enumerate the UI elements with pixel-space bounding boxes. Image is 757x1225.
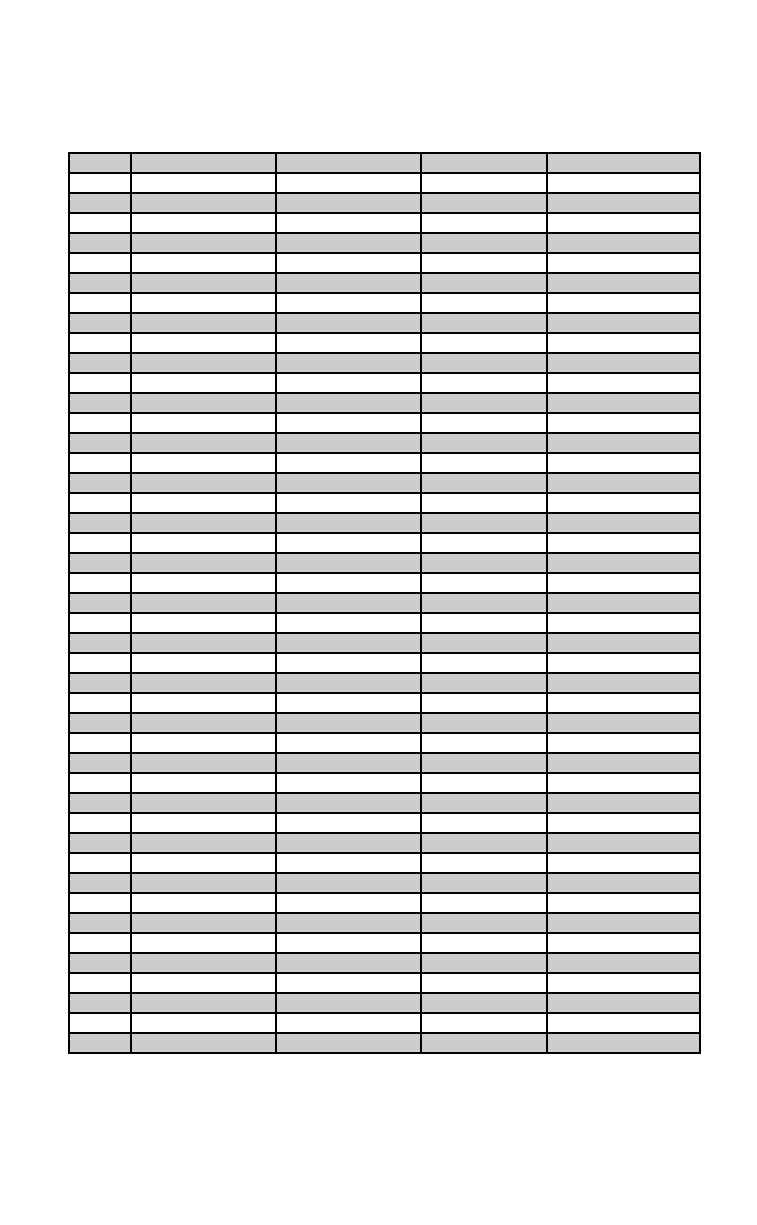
table-cell [276,593,421,613]
table-cell [547,713,700,733]
table-cell [547,873,700,893]
table-row [69,313,700,333]
table-cell [547,453,700,473]
table-row [69,493,700,513]
table-cell [69,1033,131,1053]
table-cell [276,513,421,533]
table-cell [421,1013,547,1033]
table-cell [421,313,547,333]
table-row [69,253,700,273]
table-cell [421,273,547,293]
table-cell [421,653,547,673]
table-cell [547,493,700,513]
table-cell [421,193,547,213]
table-row [69,413,700,433]
table-row [69,653,700,673]
table-row [69,593,700,613]
table-cell [276,153,421,173]
table-cell [131,513,276,533]
table-cell [69,893,131,913]
table-cell [421,213,547,233]
table-cell [276,813,421,833]
table-cell [547,733,700,753]
table-cell [69,193,131,213]
table-cell [131,973,276,993]
table-row [69,433,700,453]
table-cell [131,673,276,693]
table-cell [276,853,421,873]
table-cell [421,573,547,593]
table-row [69,213,700,233]
table-cell [547,913,700,933]
table-cell [69,493,131,513]
table-row [69,153,700,173]
table-cell [421,913,547,933]
table-cell [547,993,700,1013]
table-row [69,733,700,753]
table-cell [421,253,547,273]
table-cell [131,693,276,713]
table-cell [547,513,700,533]
table-cell [276,493,421,513]
table-cell [131,453,276,473]
table-row [69,813,700,833]
table-cell [421,353,547,373]
table-cell [69,253,131,273]
table-cell [276,753,421,773]
table-cell [276,873,421,893]
table-cell [69,913,131,933]
table-cell [421,373,547,393]
table-row [69,693,700,713]
table-cell [547,613,700,633]
table-cell [276,1013,421,1033]
table-cell [547,633,700,653]
table-cell [276,273,421,293]
table-cell [69,653,131,673]
table-cell [131,173,276,193]
table-cell [276,333,421,353]
table-cell [131,813,276,833]
table-cell [547,933,700,953]
table-cell [69,933,131,953]
table-row [69,393,700,413]
table-cell [131,373,276,393]
table-cell [131,1013,276,1033]
table-cell [69,293,131,313]
table-cell [547,173,700,193]
table-row [69,713,700,733]
table-cell [276,833,421,853]
table-row [69,453,700,473]
table-cell [421,753,547,773]
table-cell [69,833,131,853]
table-row [69,873,700,893]
table-cell [131,1033,276,1053]
table-cell [276,453,421,473]
table-cell [69,473,131,493]
table-cell [276,733,421,753]
table-cell [547,673,700,693]
table-cell [276,413,421,433]
table-row [69,773,700,793]
table-cell [547,553,700,573]
table-cell [547,193,700,213]
table-cell [131,593,276,613]
table-cell [69,953,131,973]
table-cell [276,793,421,813]
table-cell [69,393,131,413]
table-cell [421,833,547,853]
table-cell [547,793,700,813]
table-row [69,973,700,993]
table-row [69,473,700,493]
table-cell [421,493,547,513]
table-cell [547,773,700,793]
table-row [69,833,700,853]
table-cell [547,413,700,433]
table-cell [276,573,421,593]
table-cell [276,233,421,253]
table-cell [547,233,700,253]
table-cell [276,353,421,373]
table-cell [131,793,276,813]
table-row [69,273,700,293]
table-cell [276,973,421,993]
table-cell [547,1033,700,1053]
table-cell [69,173,131,193]
table-cell [131,473,276,493]
table-cell [131,193,276,213]
table-cell [276,433,421,453]
table-cell [131,833,276,853]
table-cell [131,913,276,933]
table-cell [547,253,700,273]
table-row [69,553,700,573]
table-cell [421,713,547,733]
table-row [69,373,700,393]
table-cell [69,613,131,633]
table-cell [69,373,131,393]
table-cell [421,533,547,553]
table-cell [69,973,131,993]
table-cell [131,993,276,1013]
table-cell [131,393,276,413]
table-cell [547,953,700,973]
table-cell [69,1013,131,1033]
table-cell [131,613,276,633]
table-cell [69,873,131,893]
table-cell [547,533,700,553]
table-cell [276,213,421,233]
table-cell [69,453,131,473]
table-cell [69,313,131,333]
table-cell [276,1033,421,1053]
table-cell [421,553,547,573]
table-cell [421,433,547,453]
table-cell [547,213,700,233]
table-cell [131,333,276,353]
table-cell [276,913,421,933]
table-cell [547,753,700,773]
table-cell [131,433,276,453]
table-cell [131,233,276,253]
table-cell [276,933,421,953]
table-cell [69,633,131,653]
table-cell [421,933,547,953]
table-cell [131,213,276,233]
table-cell [421,153,547,173]
table-cell [131,353,276,373]
table-row [69,853,700,873]
table-cell [421,413,547,433]
table-cell [276,893,421,913]
table-row [69,193,700,213]
table-row [69,913,700,933]
table-cell [69,413,131,433]
table-cell [131,773,276,793]
table-cell [276,693,421,713]
table-cell [421,293,547,313]
table-cell [69,713,131,733]
table-cell [131,313,276,333]
table-cell [69,233,131,253]
table-cell [547,333,700,353]
table-row [69,993,700,1013]
table-cell [131,493,276,513]
table-cell [276,193,421,213]
table-row [69,633,700,653]
ruled-table [68,152,701,1054]
table-cell [69,853,131,873]
table-cell [421,893,547,913]
table-cell [276,553,421,573]
table-cell [421,853,547,873]
table-row [69,933,700,953]
table-cell [547,573,700,593]
ruled-table-body [69,153,700,1053]
table-row [69,293,700,313]
table-cell [69,213,131,233]
table-cell [276,773,421,793]
table-cell [421,473,547,493]
table-cell [69,993,131,1013]
table-cell [547,593,700,613]
table-cell [547,973,700,993]
table-cell [131,893,276,913]
table-cell [69,433,131,453]
table-cell [131,753,276,773]
table-row [69,613,700,633]
table-cell [131,553,276,573]
table-cell [131,653,276,673]
table-cell [547,313,700,333]
table-cell [69,733,131,753]
table-row [69,673,700,693]
table-cell [276,633,421,653]
table-cell [547,373,700,393]
table-cell [276,953,421,973]
table-row [69,353,700,373]
table-cell [69,153,131,173]
table-cell [547,653,700,673]
table-cell [276,673,421,693]
table-cell [131,713,276,733]
table-row [69,753,700,773]
table-cell [69,273,131,293]
table-cell [421,453,547,473]
table-cell [69,793,131,813]
table-cell [421,1033,547,1053]
table-row [69,533,700,553]
table-cell [276,253,421,273]
table-cell [421,513,547,533]
table-cell [421,873,547,893]
table-cell [131,953,276,973]
table-cell [547,153,700,173]
table-cell [547,693,700,713]
table-row [69,573,700,593]
table-cell [69,353,131,373]
table-cell [276,173,421,193]
table-cell [131,293,276,313]
table-row [69,173,700,193]
table-cell [421,693,547,713]
table-cell [421,813,547,833]
table-cell [131,933,276,953]
table-cell [421,973,547,993]
table-cell [69,333,131,353]
table-cell [421,393,547,413]
table-cell [547,833,700,853]
table-cell [276,613,421,633]
table-cell [547,893,700,913]
table-row [69,333,700,353]
table-cell [69,573,131,593]
table-cell [276,393,421,413]
table-cell [421,733,547,753]
table-cell [421,173,547,193]
table-cell [276,473,421,493]
table-cell [276,373,421,393]
table-cell [69,593,131,613]
table-cell [547,273,700,293]
table-cell [131,413,276,433]
table-cell [421,773,547,793]
table-cell [131,153,276,173]
table-row [69,893,700,913]
table-cell [547,353,700,373]
table-row [69,1033,700,1053]
table-cell [131,853,276,873]
table-row [69,953,700,973]
table-cell [421,993,547,1013]
table-cell [421,793,547,813]
table-cell [69,753,131,773]
table-cell [131,733,276,753]
table-cell [421,633,547,653]
table-row [69,513,700,533]
table-cell [421,233,547,253]
table-cell [69,693,131,713]
table-cell [276,653,421,673]
table-cell [547,813,700,833]
table-cell [69,813,131,833]
table-cell [131,533,276,553]
table-cell [131,633,276,653]
table-cell [69,673,131,693]
table-cell [131,573,276,593]
table-cell [69,773,131,793]
table-cell [547,473,700,493]
table-cell [421,673,547,693]
table-cell [421,593,547,613]
table-cell [276,993,421,1013]
table-cell [69,553,131,573]
table-cell [131,273,276,293]
table-cell [547,433,700,453]
table-cell [69,513,131,533]
table-row [69,1013,700,1033]
table-cell [421,613,547,633]
table-cell [547,853,700,873]
table-row [69,233,700,253]
table-cell [131,253,276,273]
table-cell [547,393,700,413]
table-cell [421,953,547,973]
table-cell [276,313,421,333]
table-row [69,793,700,813]
table-cell [547,293,700,313]
table-cell [276,713,421,733]
table-cell [131,873,276,893]
table-cell [276,293,421,313]
table-cell [547,1013,700,1033]
table-cell [276,533,421,553]
table-cell [69,533,131,553]
table-cell [421,333,547,353]
